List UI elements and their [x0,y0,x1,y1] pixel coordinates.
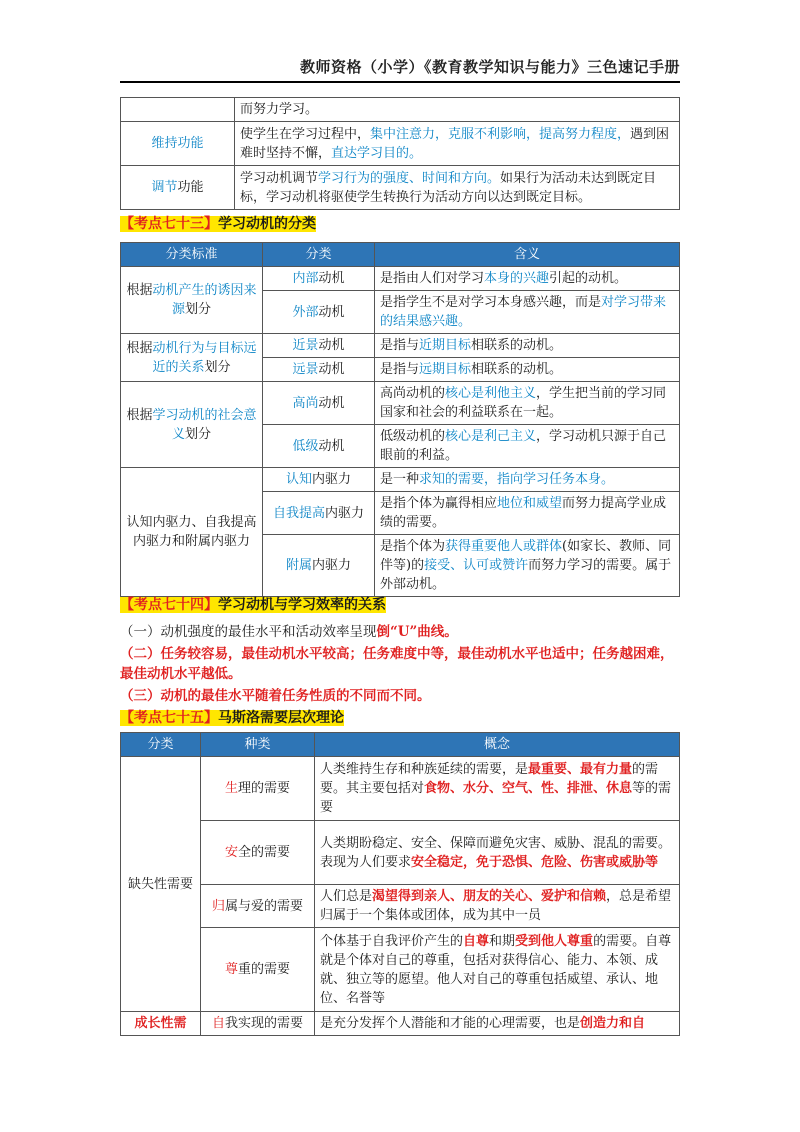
page-header-title: 教师资格（小学）《教育教学知识与能力》三色速记手册 [299,58,680,76]
concept-cell [315,1012,680,1036]
column-header: 分类 [121,733,201,757]
text: 是指与 [380,362,420,377]
paragraph-2 [120,644,680,684]
text: (如家长、教师、同伴等)的 [380,539,672,573]
section-title: 马斯洛需要层次理论 [218,710,344,726]
text: 是指个体为 [380,539,446,554]
key-text: 地位和威望 [497,496,563,511]
key-text: （二）任务较容易，最佳动机水平较高；任务难度中等，最佳动机水平也适中；任务越困难，最佳动机水平越低。 [120,646,674,682]
column-header: 分类 [263,243,375,267]
text: 而努力提高学业成绩的需要。 [380,496,667,530]
section-number: 【考点七十五】 [120,710,218,726]
section-heading-75 [120,708,344,728]
criterion-cell [121,382,263,468]
criterion-cell [121,267,263,334]
section-heading-73 [120,214,316,234]
paragraph-1 [120,622,680,642]
text: 内驱力 [312,558,352,573]
key-text: 安 [224,845,238,860]
category-cell [263,382,375,425]
meaning-cell [375,468,680,492]
text: 划分 [185,302,212,317]
section-number: 【考点七十四】 [120,597,218,613]
key-text: 归 [211,898,225,914]
type-cell [201,821,315,885]
key-text: 安全稳定，免于恐惧、危险、伤害或威胁等 [411,854,659,870]
category-cell [263,291,375,334]
key-text: 近景 [292,338,319,353]
section-number: 【考点七十三】 [120,216,218,232]
key-text: 最重要、最有力量 [528,762,633,777]
text: 认知内驱力、自我提高内驱力和附属内驱力 [126,515,257,549]
concept-cell [315,821,680,885]
text: 全的需要 [238,845,291,860]
column-header: 含义 [375,243,680,267]
key-text: （三） [120,688,161,704]
table-cell [121,98,235,122]
meaning-cell [375,382,680,425]
text: 是指学生不是对学习本身感兴趣，而是 [380,295,602,310]
text: 划分 [204,359,231,375]
key-text: 自我提高 [272,505,325,521]
text: 划分 [185,426,212,442]
category-cell [263,425,375,468]
text: 是充分发挥个人潜能和才能的心理需要，也是 [320,1016,581,1031]
text: 人们总是 [320,889,373,904]
label-key: 调节 [151,180,178,195]
category-cell [263,468,375,492]
category-cell [263,334,375,358]
meaning-cell [375,492,680,535]
key-text: 远期目标 [419,362,472,377]
text: 等的需要 [320,781,672,815]
key-text: 倒“U”曲线。 [376,624,458,640]
text: 的需要。自尊就是个体对自己的尊重，包括对获得信心、能力、本领、成就、独立等的愿望。他人对自己的尊重包括威望、承认、地位、名誉等 [320,933,672,1006]
text: 低级动机的 [380,429,446,444]
key-text: 生 [224,781,238,796]
text: 根据 [126,340,153,356]
text: 人类期盼稳定、安全、保障而避免灾害、威胁、混乱的需要。表现为人们要求 [320,835,672,870]
category-cell [263,535,375,597]
text: 动机 [318,438,345,454]
concept-cell [315,757,680,821]
text: 相联系的动机。 [471,338,563,353]
text: （一）动机强度的最佳水平和活动效率呈现 [120,624,377,640]
key-text: 附属 [285,558,312,573]
label-text: 维持功能 [151,136,204,151]
text: ，学生把当前的学习同国家和社会的利益联系在一起。 [380,386,667,420]
category-cell [121,1012,201,1036]
text: 是指个体为赢得相应 [380,496,498,511]
key-text: 获得重要他人或群体 [445,539,563,554]
key-text: 自尊 [463,933,490,949]
section-title: 学习动机与学习效率的关系 [218,597,386,613]
meaning-cell [375,425,680,468]
text: 内驱力 [325,505,365,521]
key-text: 受到他人尊重 [515,933,594,949]
text: 的需要。其主要包括对 [320,762,659,796]
text: 根据 [126,283,153,298]
category-cell [263,267,375,291]
paragraph-3 [120,686,680,706]
key-text: 外部 [292,304,319,320]
key-text: 直达学习目的。 [331,145,423,161]
key-text: 动机行为与目标远近的关系 [152,340,257,375]
cell-text: 而努力学习。 [240,102,319,117]
motivation-classification-table [120,242,680,597]
text: 我实现的需要 [225,1016,304,1031]
function-label-regulate [121,166,235,210]
text: 而努力学习的需要。属于外部动机。 [380,558,672,592]
key-text: 核心是利他主义 [445,386,537,401]
key-text: 创造力和自 [580,1016,646,1031]
key-text: 求知的需要，指向学习任务本身。 [419,472,615,487]
key-text: 核心是利己主义 [445,429,537,444]
key-text: 动机产生的诱因来源 [152,283,257,317]
key-text: 对学习带来的结果感兴趣。 [380,295,667,329]
text: 使学生在学习过程中， [240,126,371,142]
function-desc-maintain [235,122,680,166]
text: ，总是希望归属于一个集体或团体，成为其中一员 [320,889,672,923]
text: ，学习动机只源于自己眼前的利益。 [380,429,667,463]
column-header: 分类标准 [121,243,263,267]
meaning-cell [375,334,680,358]
text: 个体基于自我评价产生的 [320,933,464,949]
text: 动机 [318,271,345,286]
text: 理的需要 [238,781,291,796]
key-text: 认知 [285,472,312,487]
key-text: 高尚 [292,395,319,411]
text: 如果行为活动未达到既定目标，学习动机将驱使学生转换行为活动方向以达到既定目标。 [240,170,657,205]
key-text: 食物、水分、空气、性、排泄、休息 [424,781,633,796]
text: 是一种 [380,472,420,487]
meaning-cell [375,291,680,334]
text: 相联系的动机。 [471,362,563,377]
key-text: 学习行为的强度、时间和方向。 [318,170,501,186]
type-cell [201,757,315,821]
text: 人类维持生存和种族延续的需要，是 [320,762,529,777]
type-cell [201,1012,315,1036]
text: 高尚动机的 [380,386,446,401]
text: 遇到困难时坚持不懈， [240,126,670,161]
text: 是指与 [380,338,420,353]
key-text: 本身的兴趣 [484,271,550,286]
label-text: 功能 [177,180,204,195]
text: 缺失性需要 [127,876,193,892]
key-text: 远景 [292,362,319,377]
category-cell [121,757,201,1012]
header-rule [120,81,680,83]
category-cell [263,492,375,535]
section-heading-74 [120,595,386,615]
type-cell [201,885,315,928]
key-text: 内部 [292,271,319,286]
key-text: 自 [211,1016,225,1031]
text: 是指由人们对学习 [380,271,485,286]
function-desc-regulate [235,166,680,210]
key-text: 低级 [292,438,319,454]
column-header: 种类 [201,733,315,757]
text: 学习动机调节 [240,170,319,186]
key-text: 成长性需 [134,1016,187,1031]
key-text: 动机的最佳水平随着任务性质的不同而不同。 [160,688,431,704]
text: 引起的动机。 [549,271,628,286]
text: 属与爱的需要 [225,898,304,914]
text: 内驱力 [312,472,352,487]
key-text: 学习动机的社会意义 [152,407,257,442]
text: 根据 [126,407,153,423]
section-title: 学习动机的分类 [218,216,316,232]
text: 和期 [489,933,516,949]
text: 动机 [318,304,345,320]
column-header: 概念 [315,733,680,757]
text: 动机 [318,362,345,377]
meaning-cell [375,267,680,291]
meaning-cell [375,535,680,597]
key-text: 尊 [224,962,238,977]
table-cell [235,98,680,122]
category-cell [263,358,375,382]
text: 动机 [318,338,345,353]
criterion-cell [121,334,263,382]
type-cell [201,928,315,1012]
key-text: 渴望得到亲人、朋友的关心、爱护和信赖 [372,889,607,904]
motivation-function-table [120,97,680,210]
concept-cell [315,928,680,1012]
maslow-needs-table [120,732,680,1036]
key-text: 集中注意力，克服不利影响，提高努力程度， [370,126,631,142]
meaning-cell [375,358,680,382]
key-text: 接受、认可或赞许 [424,558,529,573]
criterion-cell [121,468,263,597]
text: 动机 [318,395,345,411]
concept-cell [315,885,680,928]
key-text: 近期目标 [419,338,472,353]
function-label-maintain [121,122,235,166]
text: 重的需要 [238,962,291,977]
